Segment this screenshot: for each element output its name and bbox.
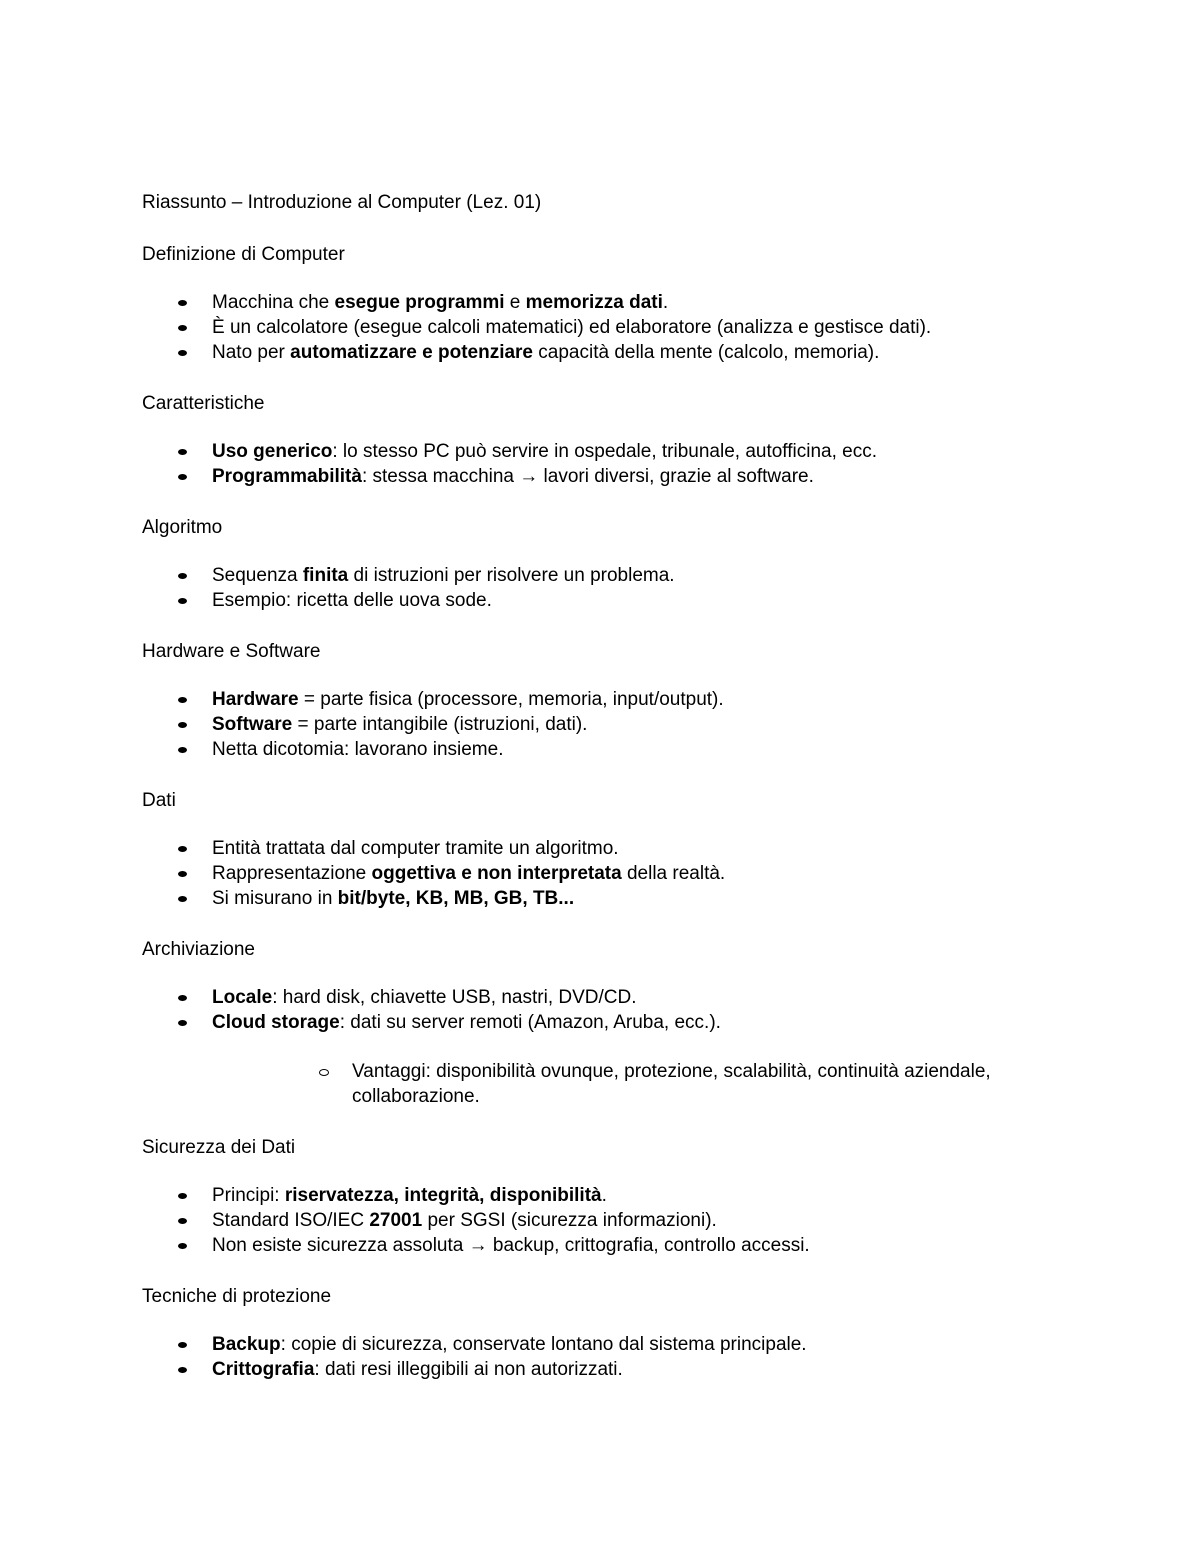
section-heading-dati: Dati (142, 790, 176, 811)
document-title: Riassunto – Introduzione al Computer (Lez. 01) (142, 192, 542, 213)
list-item: Rappresentazione oggettiva e non interpretata della realtà. (142, 861, 1102, 886)
section-heading-hardware-software: Hardware e Software (142, 641, 321, 662)
list-item: Software = parte intangibile (istruzioni, dati). (142, 712, 1102, 737)
list-item: Principi: riservatezza, integrità, disponibilità. (142, 1183, 1102, 1208)
list-item: È un calcolatore (esegue calcoli matematici) ed elaboratore (analizza e gestisce dati). (142, 315, 1102, 340)
list-item: Si misurano in bit/byte, KB, MB, GB, TB... (142, 886, 1102, 911)
list-dati (142, 836, 1102, 911)
list-item: Crittografia: dati resi illeggibili ai non autorizzati. (142, 1357, 1102, 1382)
list-caratteristiche (142, 439, 1102, 489)
document-body (142, 190, 1102, 1382)
section-heading-algoritmo: Algoritmo (142, 517, 223, 538)
section-heading-sicurezza: Sicurezza dei Dati (142, 1137, 296, 1158)
list-tecniche (142, 1332, 1102, 1382)
list-archiviazione (142, 985, 1102, 1109)
list-item: Entità trattata dal computer tramite un algoritmo. (142, 836, 1102, 861)
section-heading-archiviazione: Archiviazione (142, 939, 255, 960)
section-heading-tecniche: Tecniche di protezione (142, 1286, 332, 1307)
list-item: Cloud storage: dati su server remoti (Amazon, Aruba, ecc.). Vantaggi: disponibilità ovunque, protezione, scalabilità, continuità aziendale, collaborazione. (142, 1010, 1102, 1109)
list-item: Locale: hard disk, chiavette USB, nastri, DVD/CD. (142, 985, 1102, 1010)
section-heading-definizione: Definizione di Computer (142, 244, 345, 265)
list-item: Nato per automatizzare e potenziare capacità della mente (calcolo, memoria). (142, 340, 1102, 365)
list-item: Programmabilità: stessa macchina → lavori diversi, grazie al software. (142, 464, 1102, 489)
list-item: Hardware = parte fisica (processore, memoria, input/output). (142, 687, 1102, 712)
list-definizione (142, 290, 1102, 365)
list-item: Sequenza finita di istruzioni per risolvere un problema. (142, 563, 1102, 588)
list-item: Non esiste sicurezza assoluta → backup, crittografia, controllo accessi. (142, 1233, 1102, 1258)
list-item: Backup: copie di sicurezza, conservate lontano dal sistema principale. (142, 1332, 1102, 1357)
list-hardware-software (142, 687, 1102, 762)
list-item: Uso generico: lo stesso PC può servire in ospedale, tribunale, autofficina, ecc. (142, 439, 1102, 464)
list-item: Netta dicotomia: lavorano insieme. (142, 737, 1102, 762)
list-sicurezza (142, 1183, 1102, 1258)
list-item: Esempio: ricetta delle uova sode. (142, 588, 1102, 613)
list-item: Macchina che esegue programmi e memorizza dati. (142, 290, 1102, 315)
list-algoritmo (142, 563, 1102, 613)
section-heading-caratteristiche: Caratteristiche (142, 393, 265, 414)
sub-list-cloud (212, 1059, 1102, 1109)
sub-list-item: Vantaggi: disponibilità ovunque, protezione, scalabilità, continuità aziendale, collaborazione. (282, 1059, 1102, 1109)
list-item: Standard ISO/IEC 27001 per SGSI (sicurezza informazioni). (142, 1208, 1102, 1233)
